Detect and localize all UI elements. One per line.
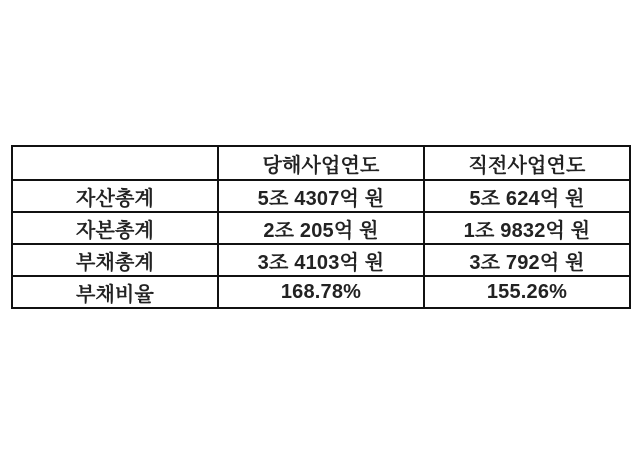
- financial-summary-table: [11, 145, 631, 309]
- cell-total-equity-previous: 1조 9832억 원: [424, 212, 630, 244]
- cell-debt-ratio-current: 168.78%: [218, 276, 424, 308]
- corner-cell: [12, 146, 218, 180]
- cell-total-equity-current: 2조 205억 원: [218, 212, 424, 244]
- table-body: [12, 180, 630, 308]
- row-label-total-equity: 자본총계: [12, 212, 218, 244]
- table-row-debt-ratio: [12, 276, 630, 308]
- table-row-total-liabilities: [12, 244, 630, 276]
- cell-total-liabilities-current: 3조 4103억 원: [218, 244, 424, 276]
- table-row-total-equity: [12, 212, 630, 244]
- row-label-total-assets: 자산총계: [12, 180, 218, 212]
- column-header-current-fiscal-year: 당해사업연도: [218, 146, 424, 180]
- table-head: [12, 146, 630, 180]
- row-label-debt-ratio: 부채비율: [12, 276, 218, 308]
- cell-total-liabilities-previous: 3조 792억 원: [424, 244, 630, 276]
- table-row-total-assets: [12, 180, 630, 212]
- cell-debt-ratio-previous: 155.26%: [424, 276, 630, 308]
- header-row: [12, 146, 630, 180]
- column-header-previous-fiscal-year: 직전사업연도: [424, 146, 630, 180]
- row-label-total-liabilities: 부채총계: [12, 244, 218, 276]
- cell-total-assets-previous: 5조 624억 원: [424, 180, 630, 212]
- cell-total-assets-current: 5조 4307억 원: [218, 180, 424, 212]
